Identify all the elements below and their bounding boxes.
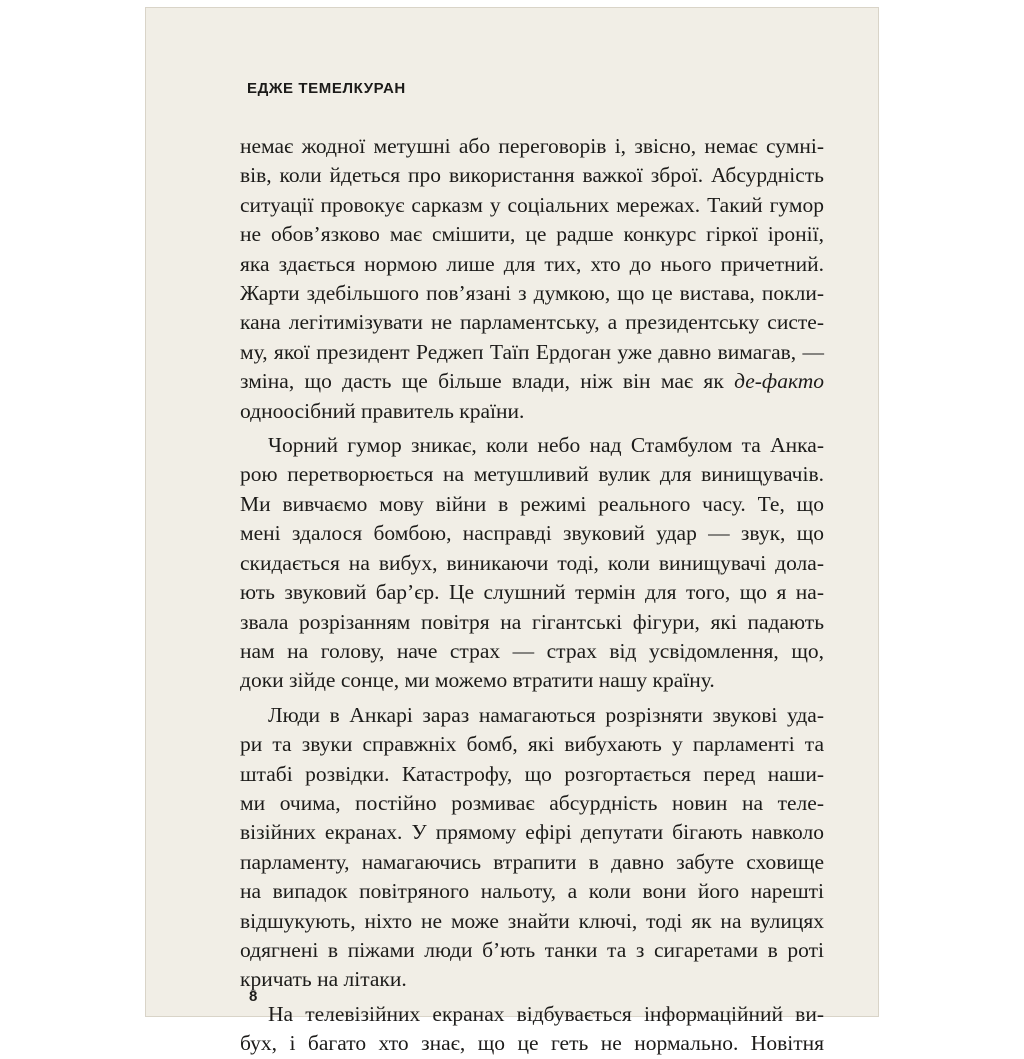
italic-term: де-факто [734, 369, 824, 394]
text-line: мені здалося бомбою, насправді звуковий удар — звук, що [240, 521, 824, 546]
text-line: ють звуковий бар’єр. Це слушний термін для того, що я на- [240, 580, 824, 605]
text-line: одноосібний правитель країни. [240, 398, 525, 423]
paragraph-2 [240, 431, 824, 696]
text-line: ри та звуки справжніх бомб, які вибухають у парламенті та [240, 732, 824, 757]
text-line: вів, коли йдеться про використання важкої зброї. Абсурдність [240, 163, 824, 188]
text-line: Чорний гумор зникає, коли небо над Стамбулом та Анка- [268, 433, 824, 458]
text-line: ми очима, постійно розмиває абсурдність новин на теле- [240, 790, 824, 815]
body-text [240, 132, 824, 1059]
text-line-with-italic [240, 367, 824, 396]
text-line: ситуації провокує сарказм у соціальних мережах. Такий гумор [240, 192, 824, 217]
text-line: парламенту, намагаючись втрапити в давно забуте сховище [240, 849, 824, 874]
book-page [146, 8, 878, 1056]
text-line: нам на голову, наче страх — страх від усвідомлення, що, [240, 638, 824, 663]
text-line: немає жодної метушні або переговорів і, звісно, немає сумні- [240, 134, 824, 158]
text-line: одягнені в піжами люди б’ють танки та з сигаретами в роті [240, 937, 824, 962]
text-line: звала розрізанням повітря на гігантські фігури, які падають [240, 609, 824, 634]
text-line: скидається на вибух, виникаючи тоді, коли винищувачі дола- [240, 550, 824, 575]
text-line: відшукують, ніхто не може знайти ключі, тоді як на вулицях [240, 908, 824, 933]
text-line: рою перетворюється на метушливий вулик для винищувачів. [240, 462, 824, 487]
text-line: візійних екранах. У прямому ефірі депутати бігають навколо [240, 820, 824, 845]
text-line: кричать на літаки. [240, 967, 407, 992]
text-line: Ми вивчаємо мову війни в режимі реального часу. Те, що [240, 491, 824, 516]
text-line: доки зійде сонце, ми можемо втратити нашу країну. [240, 668, 715, 693]
text-line: кана легітимізувати не парламентську, а президентську систе- [240, 310, 824, 335]
paragraph-4 [240, 1000, 824, 1059]
text-line: яка здається нормою лише для тих, хто до нього причетний. [240, 251, 824, 276]
paragraph-3 [240, 701, 824, 995]
running-head: ЕДЖЕ ТЕМЕЛКУРАН [247, 80, 406, 97]
text-line: Жарти здебільшого пов’язані з думкою, що це вистава, покли- [240, 281, 824, 306]
text-line: на випадок повітряного нальоту, а коли вони його нарешті [240, 879, 824, 904]
paragraph-1 [240, 132, 824, 426]
text-line: му, якої президент Реджеп Таїп Ердоган уже давно вимагав, — [240, 339, 824, 364]
text-run: зміна, що дасть ще більше влади, ніж він має як [240, 369, 735, 394]
text-line: штабі розвідки. Катастрофу, що розгортається перед наши- [240, 761, 824, 786]
text-line: не обов’язково має смішити, це радше конкурс гіркої іронії, [240, 222, 824, 247]
text-line: Люди в Анкарі зараз намагаються розрізняти звукові уда- [268, 702, 824, 727]
page-number: 8 [249, 988, 258, 1005]
text-line: На телевізійних екранах відбувається інформаційний ви- [268, 1001, 824, 1026]
text-line: бух, і багато хто знає, що це геть не нормально. Новітня [240, 1031, 824, 1056]
